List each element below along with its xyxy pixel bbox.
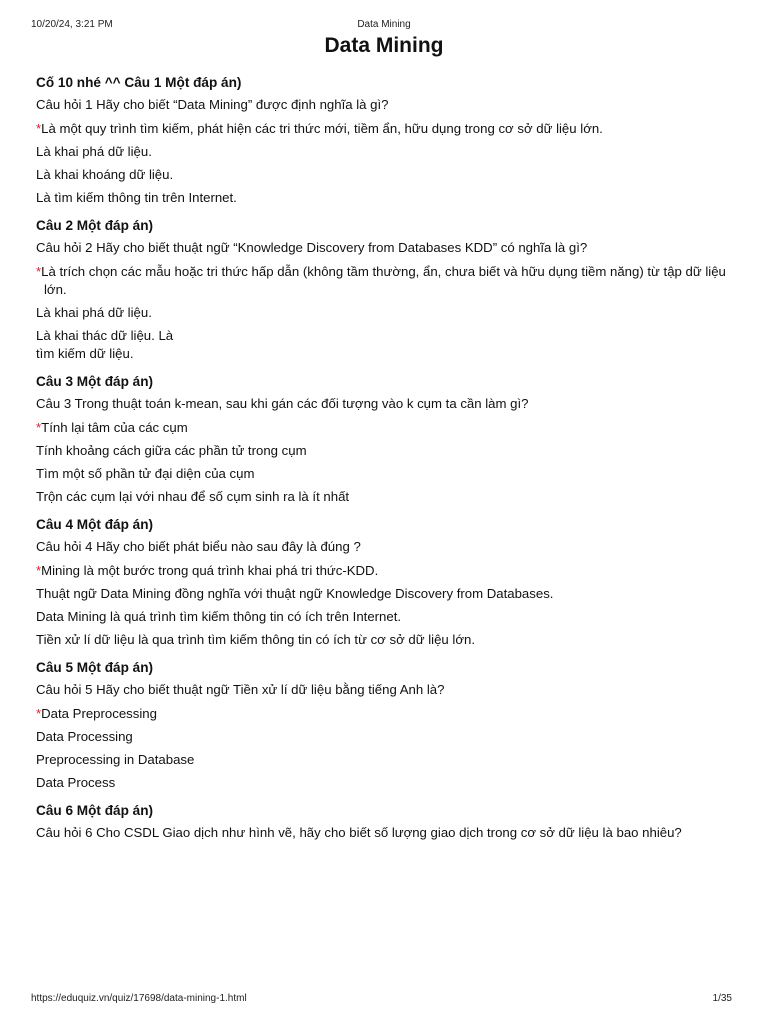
- page-url: https://eduquiz.vn/quiz/17698/data-mining-1.html: [31, 993, 247, 1004]
- question-3: [36, 373, 736, 506]
- answer-option: Là khai phá dữ liệu.: [36, 144, 152, 159]
- print-footer: [0, 993, 768, 1007]
- question-6: [36, 802, 736, 842]
- answer-option: Tìm một số phần tử đại diện của cụm: [36, 466, 255, 481]
- question-prompt: Câu hỏi 2 Hãy cho biết thuật ngữ “Knowledge Discovery from Databases KDD” có nghĩa là gì?: [36, 240, 588, 255]
- correct-marker: *: [36, 563, 42, 578]
- quiz-content: [36, 74, 736, 852]
- question-heading: Câu 4 Một đáp án): [36, 517, 154, 532]
- question-prompt: Câu hỏi 6 Cho CSDL Giao dịch như hình vẽ, hãy cho biết số lượng giao dịch trong cơ sở dữ liệu là bao nhiêu?: [36, 825, 682, 840]
- question-heading: Câu 2 Một đáp án): [36, 218, 154, 233]
- correct-marker: *: [36, 420, 42, 435]
- option-text: Data Preprocessing: [41, 706, 157, 721]
- question-2: [36, 217, 736, 363]
- answer-option-block: [36, 327, 736, 363]
- answer-option: Là khai phá dữ liệu.: [36, 305, 152, 320]
- option-text: Mining là một bước trong quá trình khai phá tri thức-KDD.: [41, 563, 379, 578]
- question-prompt: Câu hỏi 1 Hãy cho biết “Data Mining” được định nghĩa là gì?: [36, 97, 389, 112]
- answer-option: Preprocessing in Database: [36, 752, 195, 767]
- question-prompt: Câu hỏi 4 Hãy cho biết phát biểu nào sau đây là đúng ?: [36, 539, 361, 554]
- option-text: Tính lại tâm của các cụm: [41, 420, 188, 435]
- answer-option: Trộn các cụm lại với nhau để số cụm sinh ra là ít nhất: [36, 489, 350, 504]
- answer-option: Data Mining là quá trình tìm kiếm thông tin có ích trên Internet.: [36, 609, 402, 624]
- answer-option: tìm kiếm dữ liệu.: [36, 346, 134, 361]
- answer-option-correct: [36, 263, 736, 299]
- question-prompt: Câu 3 Trong thuật toán k-mean, sau khi gán các đối tượng vào k cụm ta cần làm gì?: [36, 396, 529, 411]
- answer-option: Là khai thác dữ liệu. Là: [36, 328, 174, 343]
- answer-option: Là tìm kiếm thông tin trên Internet.: [36, 190, 237, 205]
- document-title: Data Mining: [324, 34, 444, 57]
- correct-marker: *: [36, 706, 42, 721]
- question-heading: Câu 3 Một đáp án): [36, 374, 154, 389]
- question-prompt: Câu hỏi 5 Hãy cho biết thuật ngữ Tiền xử lí dữ liệu bằng tiếng Anh là?: [36, 682, 445, 697]
- correct-marker: *: [36, 264, 42, 279]
- option-text: Là trích chọn các mẫu hoặc tri thức hấp dẫn (không tầm thường, ẩn, chưa biết và hữu dụng tiềm năng) từ tập dữ liệu lớn.: [41, 264, 726, 297]
- question-heading: Câu 5 Một đáp án): [36, 660, 154, 675]
- print-header-title: Data Mining: [357, 19, 411, 30]
- answer-option: Là khai khoáng dữ liệu.: [36, 167, 174, 182]
- answer-option: Data Processing: [36, 729, 133, 744]
- question-heading: Cố 10 nhé ^^ Câu 1 Một đáp án): [36, 75, 242, 90]
- question-1: [36, 74, 736, 207]
- print-header: [0, 19, 768, 33]
- page-number: 1/35: [712, 993, 732, 1004]
- question-5: [36, 659, 736, 792]
- answer-option: Thuật ngữ Data Mining đồng nghĩa với thuật ngữ Knowledge Discovery from Databases.: [36, 586, 554, 601]
- answer-option-correct: [36, 562, 736, 580]
- question-heading: Câu 6 Một đáp án): [36, 803, 154, 818]
- answer-option: Tính khoảng cách giữa các phần tử trong cụm: [36, 443, 307, 458]
- correct-marker: *: [36, 121, 42, 136]
- print-datetime: 10/20/24, 3:21 PM: [31, 19, 113, 30]
- answer-option-correct: [36, 120, 736, 138]
- answer-option-correct: [36, 419, 736, 437]
- answer-option: Data Process: [36, 775, 116, 790]
- answer-option-correct: [36, 705, 736, 723]
- option-text: Là một quy trình tìm kiếm, phát hiện các tri thức mới, tiềm ẩn, hữu dụng trong cơ sở dữ liệu lớn.: [41, 121, 603, 136]
- question-4: [36, 516, 736, 649]
- answer-option: Tiền xử lí dữ liệu là qua trình tìm kiếm thông tin có ích từ cơ sở dữ liệu lớn.: [36, 632, 475, 647]
